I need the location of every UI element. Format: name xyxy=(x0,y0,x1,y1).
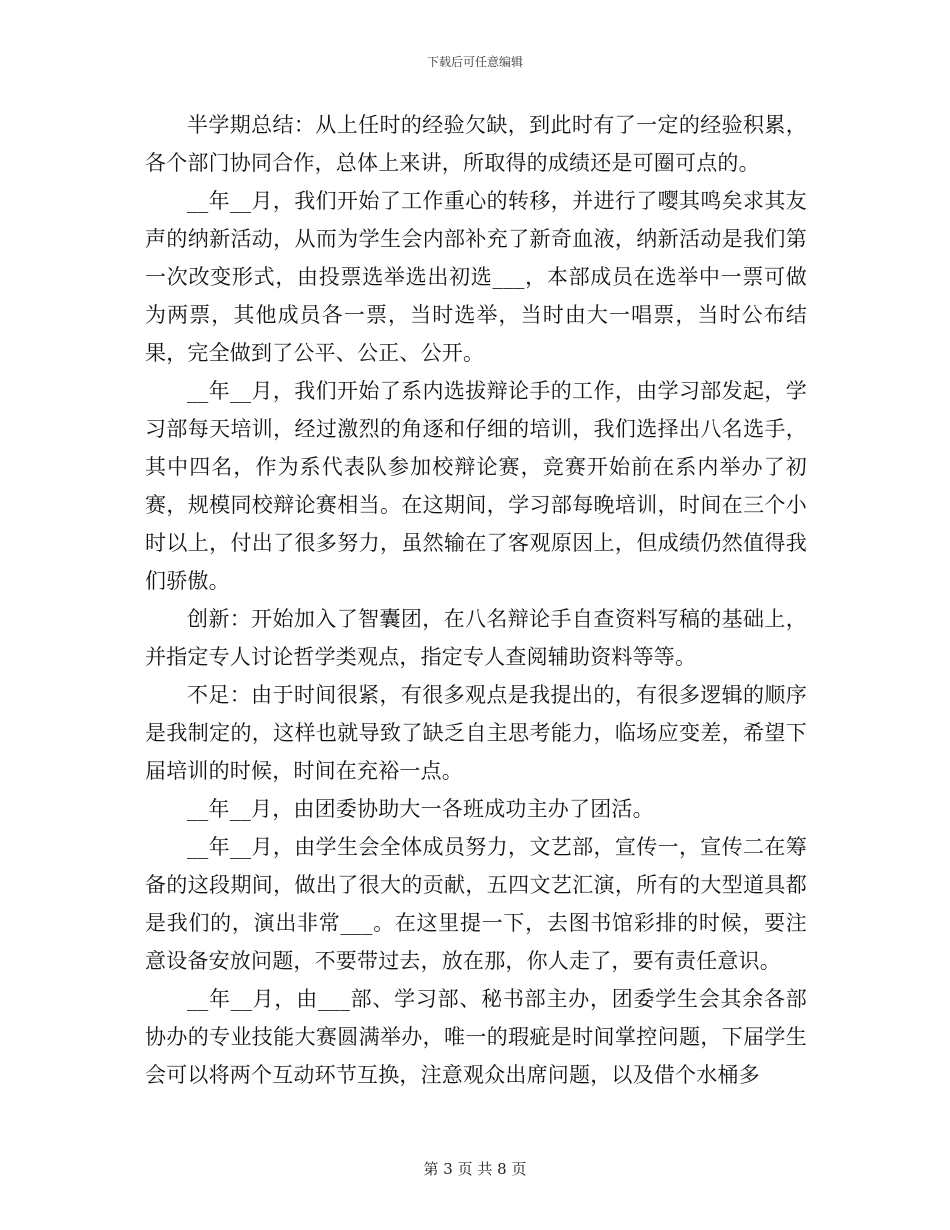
paragraph-summary: 半学期总结：从上任时的经验欠缺，到此时有了一定的经验积累，各个部门协同合作，总体上来讲，所取得的成绩还是可圈可点的。 xyxy=(145,113,807,175)
paragraph-recruitment: __年__月，我们开始了工作重心的转移，并进行了嘤其鸣矣求其友声的纳新活动，从而为学生会内部补充了新奇血液，纳新活动是我们第一次改变形式，由投票选举选出初选___，本部成员在选举中一票可做为两票，其他成员各一票，当时选举，当时由大一唱票，当时公布结果，完全做到了公平、公正、公开。 xyxy=(145,189,807,365)
page-header: 下载后可任意编辑 xyxy=(426,55,523,69)
paragraph-innovation: 创新：开始加入了智囊团，在八名辩论手自查资料写稿的基础上，并指定专人讨论哲学类观点，指定专人查阅辅助资料等等。 xyxy=(145,607,807,669)
paragraph-art-performance: __年__月，由学生会全体成员努力，文艺部，宣传一，宣传二在筹备的这段期间，做出了很大的贡献，五四文艺汇演，所有的大型道具都是我们的，演出非常___。在这里提一下，去图书馆彩排的时候，要注意设备安放问题，不要带过去，放在那，你人走了，要有责任意识。 xyxy=(145,835,807,973)
paragraph-shortcomings: 不足：由于时间很紧，有很多观点是我提出的，有很多逻辑的顺序是我制定的，这样也就导致了缺乏自主思考能力，临场应变差，希望下届培训的时候，时间在充裕一点。 xyxy=(145,683,807,783)
page-footer: 第 3 页 共 8 页 xyxy=(423,1160,527,1178)
document-body xyxy=(145,106,807,1094)
paragraph-league-activity: __年__月，由团委协助大一各班成功主办了团活。 xyxy=(187,797,654,821)
paragraph-debate-selection: __年__月，我们开始了系内选拔辩论手的工作，由学习部发起，学习部每天培训，经过激烈的角逐和仔细的培训，我们选择出八名选手，其中四名，作为系代表队参加校辩论赛，竞赛开始前在系内举办了初赛，规模同校辩论赛相当。在这期间，学习部每晚培训，时间在三个小时以上，付出了很多努力，虽然输在了客观原因上，但成绩仍然值得我们骄傲。 xyxy=(145,379,807,593)
paragraph-skills-contest: __年__月，由___部、学习部、秘书部主办，团委学生会其余各部协办的专业技能大赛圆满举办，唯一的瑕疵是时间掌控问题，下届学生会可以将两个互动环节互换，注意观众出席问题，以及借个水桶多 xyxy=(145,987,807,1087)
